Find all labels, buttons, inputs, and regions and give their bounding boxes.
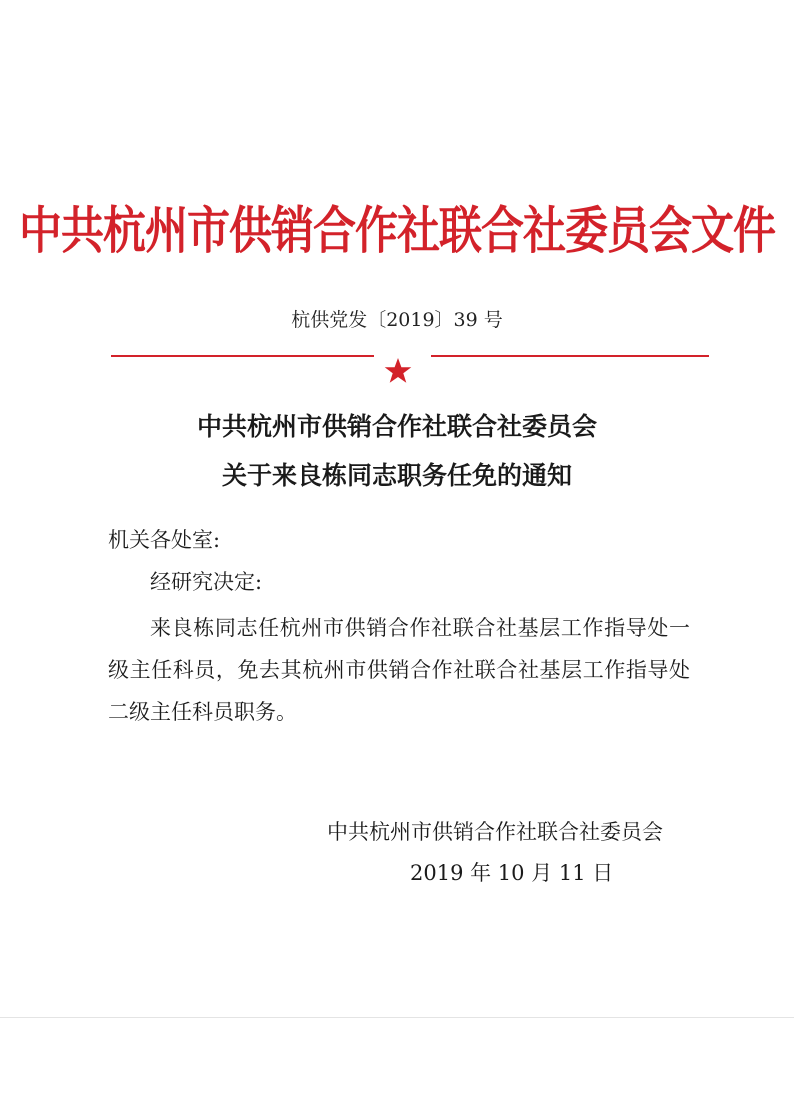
decision-intro: 经研究决定: (150, 570, 263, 594)
header-rule-right (431, 355, 709, 357)
page-edge-line (0, 1017, 794, 1018)
notice-title-line-1: 中共杭州市供销合作社联合社委员会 (196, 412, 597, 441)
appointment-paragraph: 来良栋同志任杭州市供销合作社联合社基层工作指导处一级主任科员，免去其杭州市供销合作社联合社基层工作指导处二级主任科员职务。 (108, 616, 690, 724)
star-icon (383, 356, 413, 386)
document-number: 杭供党发〔2019〕39 号 (291, 309, 503, 331)
masthead-title: 中共杭州市供销合作社联合社委员会文件 (19, 201, 775, 261)
salutation: 机关各处室: (108, 528, 221, 552)
issue-date: 2019 年 10 月 11 日 (410, 861, 614, 885)
header-rule-left (111, 355, 374, 357)
issuer-signature: 中共杭州市供销合作社联合社委员会 (327, 820, 663, 844)
notice-title-line-2: 关于来良栋同志职务任免的通知 (221, 461, 572, 490)
